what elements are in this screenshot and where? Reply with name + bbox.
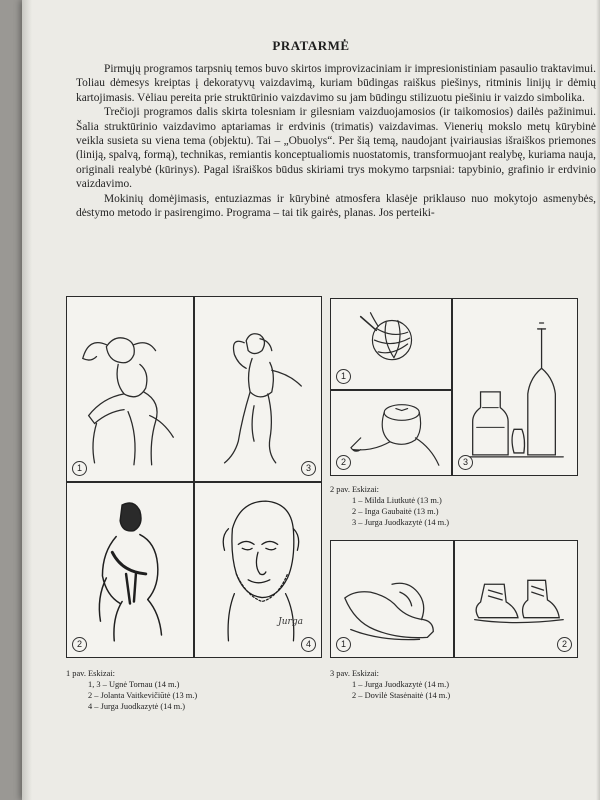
figure2-caption-line: 3 – Jurga Juodkazytė (14 m.) — [352, 518, 450, 527]
figure1-label-2: 2 — [72, 637, 87, 652]
sketch-bearded-man — [194, 482, 322, 658]
page-title: PRATARMĖ — [272, 38, 350, 53]
figure2-caption — [330, 484, 449, 528]
paragraph-3: Mokinių domėjimasis, entuziazmas ir kūrybinė atmosfera klasėje priklauso nuo mokytojo asmenybės, dėstymo metodo ir pasirengimo. Programa – tai tik gairės, planas. Jos perteiki- — [76, 192, 596, 220]
sketch-electric-plug — [330, 390, 452, 476]
figure1-caption-line: 1, 3 – Ugnė Tornau (14 m.) — [88, 680, 180, 689]
figure1-label-4: 4 — [301, 637, 316, 652]
bearded-man-drawing — [195, 483, 321, 657]
figure3-label-2: 2 — [557, 637, 572, 652]
body-text — [76, 62, 596, 220]
figure2-caption-line: 2 – Inga Gaubaitė (13 m.) — [352, 507, 439, 516]
figure1-caption-title: 1 pav. Eskizai: — [66, 669, 115, 678]
book-page — [22, 0, 600, 800]
seated-man-drawing — [67, 483, 193, 657]
signature-jurga: Jurga — [278, 617, 303, 627]
paragraph-1: Pirmųjų programos tarpsnių temos buvo skirtos improvizaciniam ir impresionistiniam pasaulio traktavimui. Toliau dėmesys kreiptas į dekoratyvų vaizdavimą, kuriam būdingas raiškus piešinys, ritminis linijų ir dėmių kartojimasis. Vėliau pereita prie struktūrinio vaizdavimo su jam būdingu stilizuotu piešiniu ir vaizdo simbolika. — [76, 63, 596, 104]
sketch-seated-figure — [66, 296, 194, 482]
figure1-caption — [66, 668, 197, 712]
sketch-bottles — [452, 298, 578, 476]
figure3-caption-title: 3 pav. Eskizai: — [330, 669, 379, 678]
seated-figure-drawing — [67, 297, 193, 481]
sketch-dancing-figure — [194, 296, 322, 482]
figure1-caption-line: 2 – Jolanta Vaitkevičiūtė (13 m.) — [88, 691, 198, 700]
figure3-caption — [330, 668, 450, 701]
sketch-seated-man — [66, 482, 194, 658]
figure3-label-1: 1 — [336, 637, 351, 652]
figure1-caption-line: 4 – Jurga Juodkazytė (14 m.) — [88, 702, 186, 711]
paragraph-2: Trečioji programos dalis skirta tolesniam ir gilesniam vaizduojamosios (ir taikomosios) dailės pažinimui. Šalia struktūrinio vaizdavimo aptariamas ir erdvinis (trimatis) vaizdavimas. Vienerių mokslo metų kūrybinė veikla susieta su viena tema (objektu). Tai – „Obuolys“. Per šią temą, naudojant įvairiausias išraiškos priemones (liniją, spalvą, formą), technikas, remiantis konceptualiomis nuostatomis, transformuojant realybę, kuriama nauja, originali realybė (kūrinys). Pagal išraiškos būdus skiriami trys mokymo tarpsniai: tapybinio, grafinio ir erdvinio vaizdavimo. — [76, 106, 596, 191]
figure3-caption-line: 2 – Dovilė Stasėnaitė (14 m.) — [352, 691, 451, 700]
figure1-label-3: 3 — [301, 461, 316, 476]
page-edge — [596, 0, 600, 800]
figure2-caption-line: 1 – Milda Liutkutė (13 m.) — [352, 496, 442, 505]
figure2-caption-title: 2 pav. Eskizai: — [330, 485, 379, 494]
sketch-shoe — [330, 540, 454, 658]
figure2-label-3: 3 — [458, 455, 473, 470]
bottles-drawing — [453, 299, 577, 475]
figure3-caption-line: 1 – Jurga Juodkazytė (14 m.) — [352, 680, 450, 689]
dancing-figure-drawing — [195, 297, 321, 481]
sketch-yarn-ball — [330, 298, 452, 390]
sketch-boots — [454, 540, 578, 658]
figure1-label-1: 1 — [72, 461, 87, 476]
figure2-label-1: 1 — [336, 369, 351, 384]
figure2-label-2: 2 — [336, 455, 351, 470]
